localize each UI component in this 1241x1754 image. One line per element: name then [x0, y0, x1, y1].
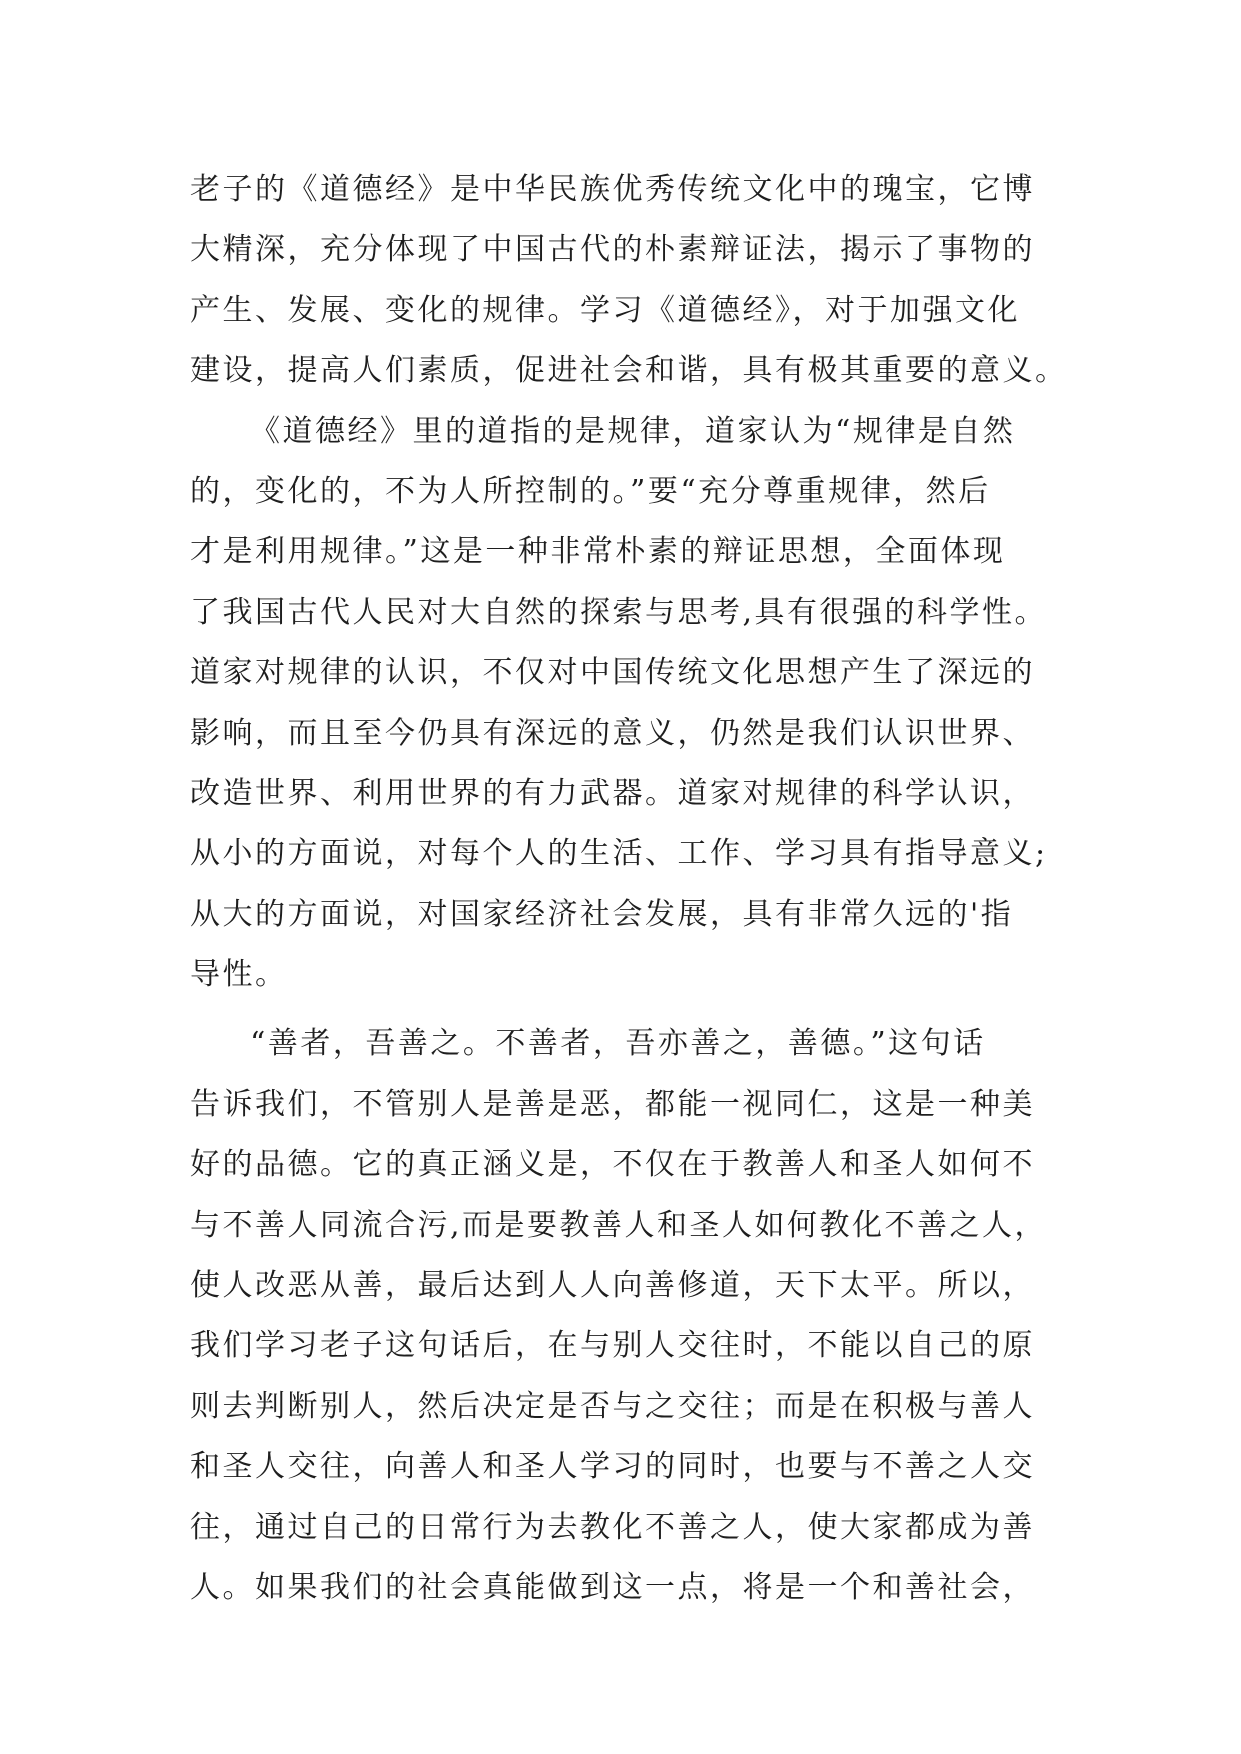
text-line: 从大的方面说，对国家经济社会发展，具有非常久远的'指	[190, 896, 1014, 932]
text-line: 建设，提高人们素质，促进社会和谐，具有极其重要的意义。	[190, 353, 1068, 389]
body-text	[190, 160, 1070, 1618]
paragraph-1	[190, 160, 1070, 402]
text-line: 从小的方面说，对每个人的生活、工作、学习具有指导意义;	[190, 836, 1048, 872]
text-line: 产生、发展、变化的规律。学习《道德经》，对于加强文化	[190, 292, 1020, 328]
text-line: 往，通过自己的日常行为去教化不善之人，使大家都成为善	[190, 1509, 1035, 1545]
text-line: 与不善人同流合污,而是要教善人和圣人如何教化不善之人，	[190, 1207, 1048, 1243]
text-line: “善者，吾善之。不善者，吾亦善之，善德。”这句话	[250, 1026, 986, 1062]
text-line: 《道德经》里的道指的是规律，道家认为“规律是自然	[250, 413, 1016, 449]
text-line: 了我国古代人民对大自然的探索与思考,具有很强的科学性。	[190, 594, 1048, 630]
text-line: 好的品德。它的真正涵义是，不仅在于教善人和圣人如何不	[190, 1147, 1035, 1183]
text-line: 导性。	[190, 957, 288, 993]
text-line: 老子的《道德经》是中华民族优秀传统文化中的瑰宝，它博	[190, 172, 1035, 207]
text-line: 人。如果我们的社会真能做到这一点，将是一个和善社会，	[190, 1569, 1035, 1605]
paragraph-2	[190, 402, 1070, 1006]
text-line: 影响，而且至今仍具有深远的意义，仍然是我们认识世界、	[190, 715, 1035, 751]
text-line: 才是利用规律。”这是一种非常朴素的辩证思想，全面体现	[190, 534, 1006, 570]
text-line: 大精深，充分体现了中国古代的朴素辩证法，揭示了事物的	[190, 232, 1035, 268]
text-line: 告诉我们，不管别人是善是恶，都能一视同仁，这是一种美	[190, 1086, 1035, 1122]
paragraph-3	[190, 1014, 1070, 1618]
text-line: 我们学习老子这句话后，在与别人交往时，不能以自己的原	[190, 1328, 1035, 1364]
text-line: 则去判断别人，然后决定是否与之交往；而是在积极与善人	[190, 1388, 1035, 1424]
text-line: 和圣人交往，向善人和圣人学习的同时，也要与不善之人交	[190, 1449, 1035, 1485]
text-line: 的，变化的，不为人所控制的。”要“充分尊重规律，然后	[190, 473, 991, 509]
text-line: 使人改恶从善，最后达到人人向善修道，天下太平。所以，	[190, 1268, 1035, 1304]
text-line: 道家对规律的认识，不仅对中国传统文化思想产生了深远的	[190, 655, 1035, 691]
text-line: 改造世界、利用世界的有力武器。道家对规律的科学认识，	[190, 775, 1035, 811]
